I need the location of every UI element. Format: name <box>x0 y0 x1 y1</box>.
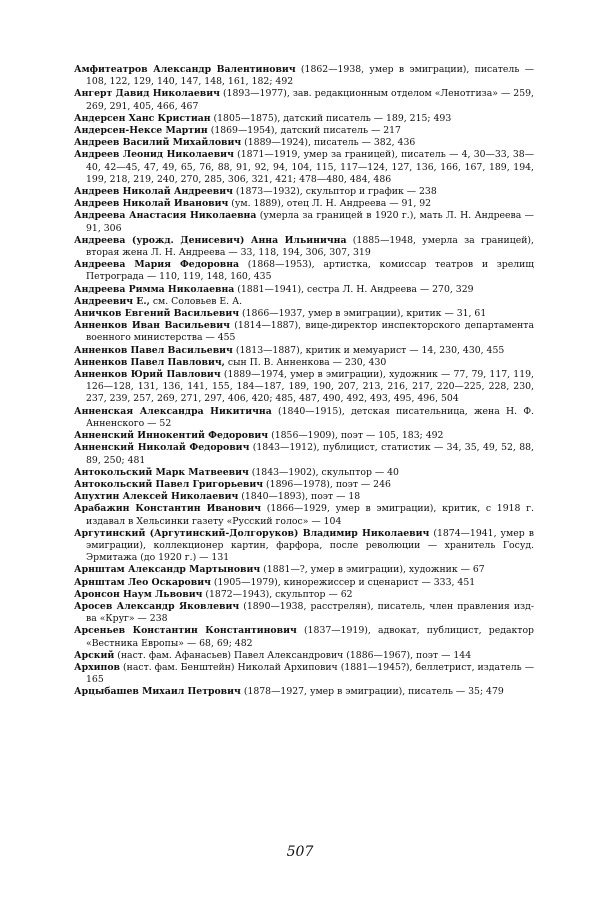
index-entry <box>74 625 534 649</box>
index-entry <box>74 442 534 466</box>
index-entry <box>74 308 534 320</box>
entry-details: (1843—1902), скульптор — 40 <box>248 466 399 478</box>
entry-name: Андреева Мария Федоровна <box>74 259 240 271</box>
index-entry <box>74 503 534 527</box>
page-number: 507 <box>286 844 314 860</box>
entry-details: (1881—1941), сестра Л. Н. Андреева — 270, 329 <box>234 283 474 295</box>
entry-details: (1881—?, умер в эмиграции), художник — 67 <box>260 564 485 576</box>
index-entry <box>74 589 534 601</box>
index-entry <box>74 650 534 662</box>
index-entry <box>74 186 534 198</box>
index-entry <box>74 406 534 430</box>
entry-name: Анненков Павел Павлович, <box>74 356 225 368</box>
entry-details: (1885—1948, умерла за границей), вторая жена Л. Н. Андреева — 33, 118, 194, 306, 307, 319 <box>86 234 534 259</box>
entry-name: Арнштам Лео Оскарович <box>74 576 211 588</box>
entry-name: Андреев Леонид Николаевич <box>74 149 234 161</box>
entry-name: Анненский Николай Федорович <box>74 442 250 454</box>
entry-name: Антокольский Марк Матвеевич <box>74 466 249 478</box>
entry-name: Андреева (урожд. Денисевич) Анна Ильинична <box>74 234 347 246</box>
index-entry <box>74 259 534 283</box>
entry-name: Андреев Василий Михайлович <box>74 137 242 149</box>
index-entry <box>74 430 534 442</box>
index-entry <box>74 564 534 576</box>
entry-name: Арцыбашев Михаил Петрович <box>74 686 241 698</box>
index-entry <box>74 125 534 137</box>
index-entry <box>74 210 534 234</box>
entry-details: (1862—1938, умер в эмиграции), писатель — 108, 122, 129, 140, 147, 148, 161, 182; 492 <box>86 64 534 88</box>
entry-name: Апухтин Алексей Николаевич <box>74 491 239 503</box>
entry-name: Андреева Анастасия Николаевна <box>74 210 257 222</box>
entry-name: Андреева Римма Николаевна <box>74 283 235 295</box>
entry-name: Андерсен Ханс Кристиан <box>74 112 211 124</box>
index-entry <box>74 88 534 112</box>
index-entry <box>74 577 534 589</box>
index-entry <box>74 137 534 149</box>
entry-name: Анненков Юрий Павлович <box>74 369 221 381</box>
entry-details: (1837—1919), адвокат, публицист, редактор «Вестника Европы» — 68, 69; 482 <box>86 625 534 649</box>
entry-details: (1873—1932), скульптор и график — 238 <box>232 186 437 198</box>
entry-name: Анненская Александра Никитична <box>74 405 272 417</box>
entry-name: Антокольский Павел Григорьевич <box>74 478 264 490</box>
entry-name: Андреев Николай Иванович <box>74 198 229 210</box>
entry-details: (1814—1887), вице-директор инспекторского департамента военного министерства — 455 <box>86 320 534 344</box>
index-entry <box>74 662 534 686</box>
index-entry <box>74 235 534 259</box>
entry-name: Архипов <box>74 661 120 673</box>
entry-details: (1813—1887), критик и мемуарист — 14, 230, 430, 455 <box>232 344 505 356</box>
entry-name: Анненский Иннокентий Федорович <box>74 430 269 442</box>
index-entry <box>74 64 534 88</box>
entry-details: (умерла за границей в 1920 г.), мать Л. Н. Андреева — 91, 306 <box>86 210 534 234</box>
entry-details: (1889—1974, умер в эмиграции), художник — 77, 79, 117, 119, 126—128, 131, 136, 141, 155, 184—187, 189, 190, 207, 213, 216, 217, 220—225, 228, 230, 237, 239, 257, 269, 271, 297, 406, 420; 485, 487, 490, 492, 493, 495, 496, 504 <box>86 369 535 405</box>
entry-details: (1874—1941, умер в эмиграции), коллекционер картин, фарфора, после революции — хранитель Госуд. Эрмитажа (до 1920 г.) — 131 <box>86 527 534 564</box>
entry-details: сын П. В. Анненкова — 230, 430 <box>224 356 387 368</box>
index-entry <box>74 686 534 698</box>
entry-details: (1843—1912), публицист, статистик — 34, 35, 49, 52, 88, 89, 250; 481 <box>86 442 534 466</box>
entry-name: Арсеньев Константин Константинович <box>74 625 297 637</box>
index-entry <box>74 467 534 479</box>
name-index <box>74 64 534 699</box>
entry-details: (1840—1893), поэт — 18 <box>238 491 361 503</box>
entry-name: Андерсен-Нексе Мартин <box>74 125 208 137</box>
entry-name: Анненков Иван Васильевич <box>74 320 230 332</box>
entry-details: (1890—1938, расстрелян), писатель, член правления изд-ва «Круг» — 238 <box>86 600 534 625</box>
entry-name: Андреевич Е., <box>74 295 150 307</box>
entry-details: (наст. фам. Бенштейн) Николай Архипович (1881—1945?), беллетрист, издатель — 165 <box>86 661 534 686</box>
index-entry <box>74 345 534 357</box>
entry-details: (1893—1977), зав. редакционным отделом «Ленотгиза» — 259, 269, 291, 405, 466, 467 <box>86 88 534 112</box>
index-entry <box>74 601 534 625</box>
entry-details: (1878—1927, умер в эмиграции), писатель — 35; 479 <box>240 686 504 698</box>
entry-name: Андреев Николай Андреевич <box>74 186 233 198</box>
index-entry <box>74 296 534 308</box>
index-entry <box>74 357 534 369</box>
index-entry <box>74 284 534 296</box>
entry-details: (1872—1943), скульптор — 62 <box>202 588 353 600</box>
entry-details: (наст. фам. Афанасьев) Павел Александрович (1886—1967), поэт — 144 <box>114 649 472 661</box>
entry-name: Ангерт Давид Николаевич <box>74 88 220 100</box>
entry-name: Аросев Александр Яковлевич <box>74 600 240 612</box>
entry-details: см. Соловьев Е. А. <box>149 295 243 307</box>
entry-details: (1868—1953), артистка, комиссар театров и зрелищ Петрограда — 110, 119, 148, 160, 435 <box>86 259 534 283</box>
entry-name: Арский <box>74 649 115 661</box>
index-entry <box>74 113 534 125</box>
index-entry <box>74 149 534 186</box>
entry-name: Амфитеатров Александр Валентинович <box>74 64 296 75</box>
entry-name: Арнштам Александр Мартынович <box>74 564 261 576</box>
entry-details: (1805—1875), датский писатель — 189, 215; 493 <box>210 112 452 124</box>
entry-details: (ум. 1889), отец Л. Н. Андреева — 91, 92 <box>228 198 432 210</box>
index-entry <box>74 198 534 210</box>
entry-details: (1840—1915), детская писательница, жена Н. Ф. Анненского — 52 <box>86 405 534 429</box>
entry-details: (1889—1924), писатель — 382, 436 <box>241 137 416 149</box>
entry-details: (1871—1919, умер за границей), писатель — 4, 30—33, 38—40, 42—45, 47, 49, 65, 76, 88, 91, 92, 94, 104, 115, 117—124, 127, 136, 166, 167, 189, 194, 199, 218, 219, 240, 270, 285, 306, 321, 421; 478—480, 484, 486 <box>86 149 534 185</box>
entry-details: (1869—1954), датский писатель — 217 <box>207 125 401 137</box>
entry-details: (1866—1929, умер в эмиграции), критик, с 1918 г. издавал в Хельсинки газету «Русский голос» — 104 <box>86 503 534 527</box>
entry-name: Аничков Евгений Васильевич <box>74 308 240 320</box>
entry-details: (1866—1937, умер в эмиграции), критик — 31, 61 <box>239 308 487 320</box>
entry-details: (1905—1979), кинорежиссер и сценарист — 333, 451 <box>210 576 476 588</box>
entry-details: (1896—1978), поэт — 246 <box>263 478 391 490</box>
index-entry <box>74 369 534 406</box>
entry-name: Анненков Павел Васильевич <box>74 344 233 356</box>
index-entry <box>74 528 534 565</box>
entry-name: Аргутинский (Аргутинский-Долгоруков) Владимир Николаевич <box>74 527 430 539</box>
index-entry <box>74 320 534 344</box>
index-entry <box>74 479 534 491</box>
entry-details: (1856—1909), поэт — 105, 183; 492 <box>268 430 444 442</box>
entry-name: Арабажин Константин Иванович <box>74 503 261 515</box>
index-entry <box>74 491 534 503</box>
entry-name: Аронсон Наум Львович <box>74 588 203 600</box>
